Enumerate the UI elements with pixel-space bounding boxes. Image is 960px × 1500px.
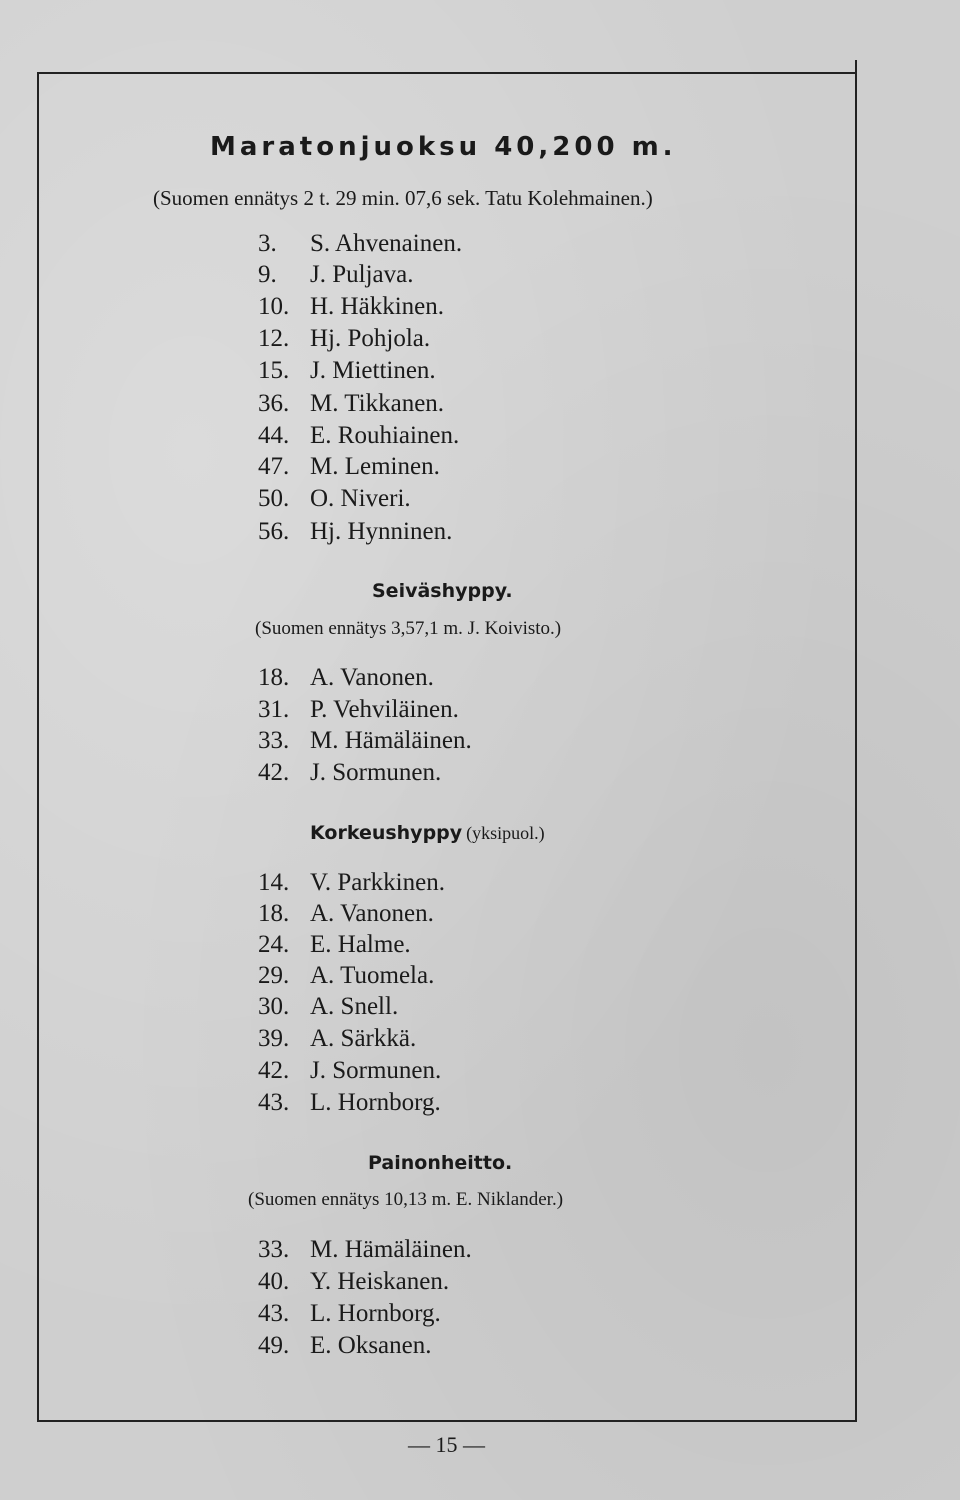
list-item: 42. J. Sormunen.	[258, 759, 442, 786]
list-item: 42. J. Sormunen.	[258, 1057, 442, 1084]
list-item: 31. P. Vehviläinen.	[258, 696, 459, 723]
list-item: 14. V. Parkkinen.	[258, 869, 445, 896]
list-item: 3. S. Ahvenainen.	[258, 230, 463, 257]
list-item: 24. E. Halme.	[258, 931, 411, 958]
list-item: 12. Hj. Pohjola.	[258, 325, 431, 352]
list-item: 10. H. Häkkinen.	[258, 293, 444, 320]
high-jump-heading	[310, 822, 545, 844]
list-item: 39. A. Särkkä.	[258, 1025, 417, 1052]
list-item: 9. J. Puljava.	[258, 261, 414, 288]
high-jump-subtitle: (yksipuol.)	[466, 823, 545, 843]
frame-left-line	[37, 72, 40, 1422]
list-item: 29. A. Tuomela.	[258, 962, 435, 989]
list-item: 50. O. Niveri.	[258, 485, 411, 512]
list-item: 43. L. Hornborg.	[258, 1300, 441, 1327]
list-item: 43. L. Hornborg.	[258, 1089, 441, 1116]
page-number: — 15 —	[408, 1432, 485, 1457]
shot-put-record-note: (Suomen ennätys 10,13 m. E. Niklander.)	[248, 1189, 564, 1210]
list-item: 18. A. Vanonen.	[258, 664, 434, 691]
frame-top-line	[37, 72, 857, 75]
pole-vault-record-note: (Suomen ennätys 3,57,1 m. J. Koivisto.)	[255, 618, 562, 639]
pole-vault-title: Seiväshyppy.	[372, 580, 513, 602]
marathon-title: Maratonjuoksu 40,200 m.	[210, 132, 677, 162]
list-item: 40. Y. Heiskanen.	[258, 1268, 450, 1295]
high-jump-title: Korkeushyppy	[310, 822, 463, 844]
list-item: 56. Hj. Hynninen.	[258, 518, 453, 545]
list-item: 30. A. Snell.	[258, 993, 399, 1020]
marathon-record-note: (Suomen ennätys 2 t. 29 min. 07,6 sek. Tatu Kolehmainen.)	[153, 186, 653, 210]
frame-right-line	[855, 60, 858, 1422]
list-item: 15. J. Miettinen.	[258, 357, 436, 384]
list-item: 36. M. Tikkanen.	[258, 390, 445, 417]
shot-put-title: Painonheitto.	[368, 1152, 513, 1174]
frame-bottom-line	[37, 1420, 857, 1423]
list-item: 33. M. Hämäläinen.	[258, 1236, 472, 1263]
list-item: 33. M. Hämäläinen.	[258, 727, 472, 754]
list-item: 47. M. Leminen.	[258, 453, 440, 480]
list-item: 49. E. Oksanen.	[258, 1332, 432, 1359]
list-item: 18. A. Vanonen.	[258, 900, 434, 927]
list-item: 44. E. Rouhiainen.	[258, 422, 460, 449]
